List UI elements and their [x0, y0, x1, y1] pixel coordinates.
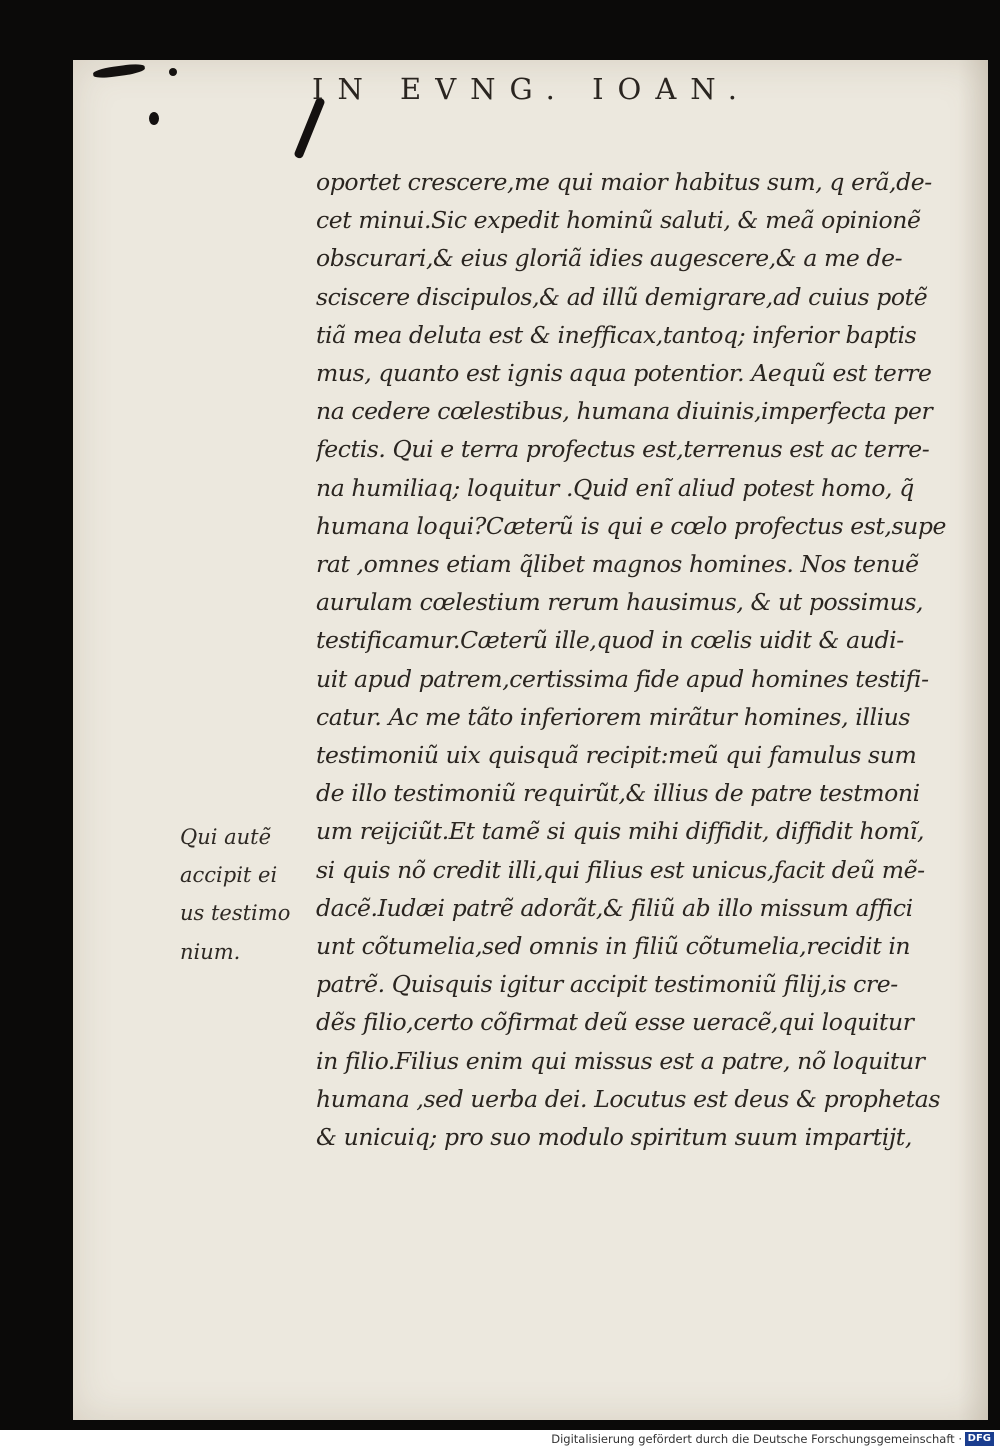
- text-line: unt cõtumelia,sed omnis in filiũ cõtumelia,recidit in: [316, 932, 911, 961]
- text-line: si quis nõ credit illi,qui filius est unicus,facit deũ mẽ-: [316, 855, 925, 884]
- ink-stain: [169, 68, 177, 76]
- ink-stain: [93, 62, 146, 79]
- text-line: patrẽ. Quisquis igitur accipit testimoniũ filij,is cre-: [316, 970, 898, 999]
- text-line: fectis. Qui e terra profectus est,terrenus est ac terre-: [316, 435, 930, 464]
- text-line: in filio.Filius enim qui missus est a patre, nõ loquitur: [316, 1046, 925, 1075]
- text-line: sciscere discipulos,& ad illũ demigrare,ad cuius potẽ: [316, 282, 928, 311]
- text-line: dẽs filio,certo cõfirmat deũ esse ueracẽ,qui loquitur: [316, 1008, 914, 1037]
- attribution-text: Digitalisierung gefördert durch die Deutsche Forschungsgemeinschaft ·: [551, 1432, 962, 1446]
- text-line: dacẽ.Iudæi patrẽ adorãt,& filiũ ab illo missum affici: [316, 893, 913, 922]
- dfg-logo: DFG: [965, 1432, 994, 1446]
- running-head: IN EVNG. IOAN.: [312, 72, 752, 106]
- text-line: tiã mea deluta est & inefficax,tantoq; inferior baptis: [316, 320, 917, 349]
- attribution-bar: [0, 1430, 1000, 1449]
- ink-stroke: [293, 97, 325, 160]
- text-line: testificamur.Cæterũ ille,quod in cœlis uidit & audi-: [316, 626, 904, 655]
- text-line: catur. Ac me tãto inferiorem mirãtur homines, illius: [316, 702, 911, 731]
- main-text-block: [316, 163, 946, 1156]
- page-edge-shadow: [958, 60, 988, 1420]
- text-line: na humiliaq; loquitur .Quid enĩ aliud potest homo, q̃: [316, 473, 914, 502]
- text-line: humana loqui?Cæterũ is qui e cœlo profectus est,supe: [316, 511, 946, 540]
- text-line: testimoniũ uix quisquã recipit:meũ qui famulus sum: [316, 741, 917, 770]
- text-line: aurulam cœlestium rerum hausimus, & ut possimus,: [316, 588, 924, 617]
- marginal-note: [180, 818, 305, 971]
- text-line: mus, quanto est ignis aqua potentior. Aequũ est terre: [316, 359, 932, 388]
- text-line: oportet crescere,me qui maior habitus sum, q erã,de-: [316, 168, 932, 196]
- text-line: rat ,omnes etiam q̃libet magnos homines. Nos tenuẽ: [316, 550, 919, 579]
- text-line: cet minui.Sic expedit hominũ saluti, & meã opinionẽ: [316, 206, 921, 235]
- text-line: obscurari,& eius gloriã idies augescere,& a me de-: [316, 244, 903, 273]
- text-line: na cedere cœlestibus, humana diuinis,imperfecta per: [316, 397, 933, 426]
- text-line: de illo testimoniũ requirũt,& illius de patre testmoni: [316, 779, 920, 808]
- marginal-note-line: Qui autẽ: [180, 825, 272, 849]
- text-line: um reijciũt.Et tamẽ si quis mihi diffidit, diffidit homĩ,: [316, 817, 925, 846]
- ink-stain: [149, 112, 159, 125]
- text-line: humana ,sed uerba dei. Locutus est deus & prophetas: [316, 1084, 941, 1113]
- marginal-note-line: nium.: [180, 939, 241, 964]
- text-line: & unicuiq; pro suo modulo spiritum suum impartijt,: [316, 1123, 912, 1152]
- marginal-note-line: accipit ei: [180, 863, 278, 888]
- marginal-note-line: us testimo: [180, 901, 291, 926]
- text-line: uit apud patrem,certissima fide apud homines testifi-: [316, 664, 929, 693]
